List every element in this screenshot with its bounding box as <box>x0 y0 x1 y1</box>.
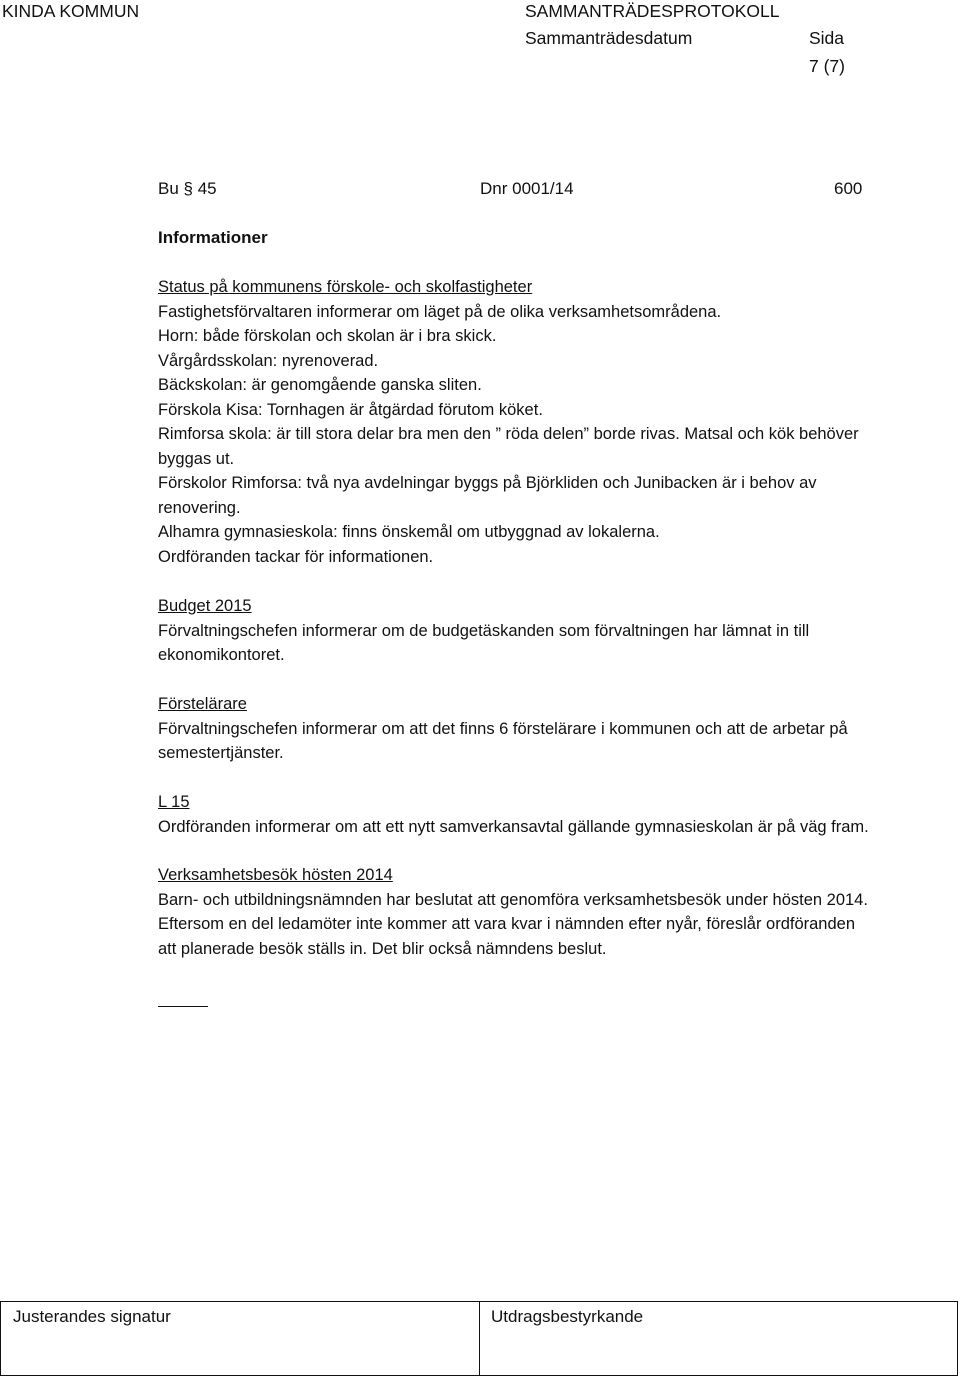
case-code: 600 <box>834 179 863 198</box>
paragraph-line: Eftersom en del ledamöter inte kommer att vara kvar i nämnden efter nyår, föreslår ordföranden <box>158 915 856 933</box>
excerpt-label: Utdragsbestyrkande <box>491 1307 644 1326</box>
paragraph-line: Förvaltningschefen informerar om att det finns 6 förstelärare i kommunen och att de arbetar på <box>158 719 848 738</box>
section-title: L 15 <box>158 793 190 811</box>
section-title: Verksamhetsbesök hösten 2014 <box>158 866 393 884</box>
paragraph-line: Alhamra gymnasieskola: finns önskemål om utbyggnad av lokalerna. <box>158 523 660 541</box>
meeting-date-label: Sammanträdesdatum <box>525 28 693 48</box>
paragraph-line: Förskolor Rimforsa: två nya avdelningar byggs på Björkliden och Junibacken är i behov av <box>158 474 817 492</box>
paragraph-line: semestertjänster. <box>158 744 284 762</box>
page-title: Informationer <box>158 228 268 247</box>
section-verksamhetsbesok <box>158 863 958 961</box>
section-title: Status på kommunens förskole- och skolfastigheter <box>158 278 533 296</box>
signature-divider <box>479 1302 480 1375</box>
paragraph-line: Rimforsa skola: är till stora delar bra men den ” röda delen” borde rivas. Matsal och kök behöver <box>158 425 859 443</box>
end-rule <box>158 1006 208 1007</box>
paragraph-line: renovering. <box>158 498 241 517</box>
document-type: SAMMANTRÄDESPROTOKOLL <box>525 1 780 21</box>
paragraph-line: Fastighetsförvaltaren informerar om läget på de olika verksamhetsområdena. <box>158 302 722 321</box>
signature-label: Justerandes signatur <box>13 1307 171 1326</box>
paragraph-number: Bu § 45 <box>158 179 217 198</box>
paragraph-line: Barn- och utbildningsnämnden har beslutat att genomföra verksamhetsbesök under hösten 2014. <box>158 890 868 909</box>
paragraph-line: Förskola Kisa: Tornhagen är åtgärdad förutom köket. <box>158 400 543 419</box>
paragraph-line: Ordföranden tackar för informationen. <box>158 547 434 566</box>
paragraph-line: Ordföranden informerar om att ett nytt samverkansavtal gällande gymnasieskolan är på väg fram. <box>158 817 869 836</box>
paragraph-line: Bäckskolan: är genomgående ganska sliten. <box>158 376 482 394</box>
organization-name: KINDA KOMMUN <box>2 1 140 21</box>
signature-box <box>0 1301 958 1376</box>
section-title: Förstelärare <box>158 695 247 713</box>
paragraph-line: Förvaltningschefen informerar om de budgetäskanden som förvaltningen har lämnat in till <box>158 621 810 640</box>
paragraph-line: Horn: både förskolan och skolan är i bra skick. <box>158 327 497 345</box>
paragraph-line: byggas ut. <box>158 449 235 468</box>
section-l15 <box>158 790 958 839</box>
paragraph-line: att planerade besök ställs in. Det blir också nämndens beslut. <box>158 939 607 958</box>
section-forstelarare <box>158 692 958 766</box>
page-label: Sida <box>809 28 845 48</box>
diary-number: Dnr 0001/14 <box>480 179 574 198</box>
section-fastigheter <box>158 275 958 569</box>
section-budget <box>158 594 958 668</box>
paragraph-line: ekonomikontoret. <box>158 646 285 664</box>
paragraph-line: Vårgårdsskolan: nyrenoverad. <box>158 351 379 370</box>
section-title: Budget 2015 <box>158 597 252 615</box>
page-number: 7 (7) <box>809 56 845 76</box>
